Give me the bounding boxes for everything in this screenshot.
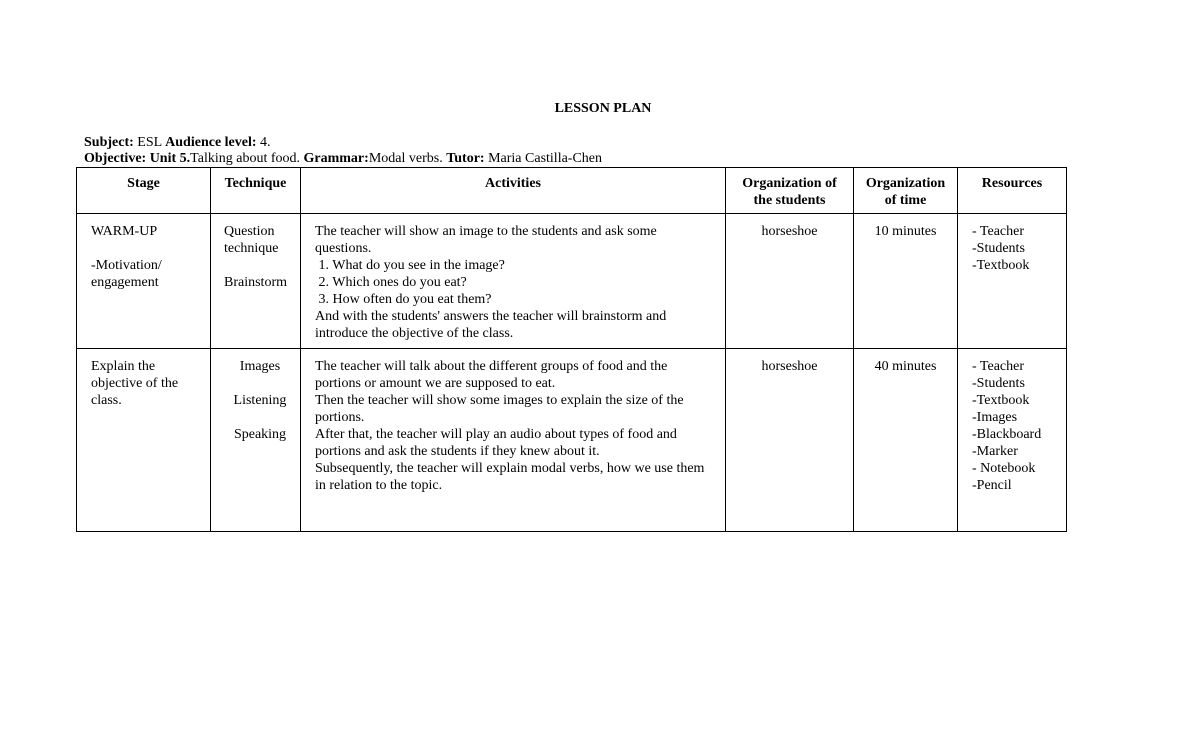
- stage-cell: [77, 349, 211, 532]
- cell-line: objective of the: [91, 376, 179, 391]
- cell-line: portions.: [315, 410, 365, 425]
- cell-line: -Blackboard: [972, 427, 1042, 442]
- cell-line: WARM-UP: [91, 224, 158, 239]
- cell-line: 1. What do you see in the image?: [315, 258, 505, 273]
- subject-line: [84, 135, 271, 151]
- org-students-cell: [726, 349, 854, 532]
- table-row: [77, 349, 1067, 532]
- org-time-value: 40 minutes: [874, 359, 937, 374]
- document-title: LESSON PLAN: [554, 101, 652, 116]
- org-students-value: horseshoe: [761, 224, 818, 239]
- cell-line: portions or amount we are supposed to eat.: [315, 376, 556, 391]
- tutor-value: Maria Castilla-Chen: [484, 151, 603, 166]
- cell-line: introduce the objective of the class.: [315, 326, 514, 341]
- subject-label: Subject:: [84, 135, 134, 150]
- header-stage: [77, 168, 211, 214]
- cell-line: And with the students' answers the teacher will brainstorm and: [315, 309, 667, 324]
- cell-line: portions and ask the students if they knew about it.: [315, 444, 600, 459]
- grammar-value: Modal verbs.: [368, 151, 447, 166]
- org-students-cell: [726, 214, 854, 349]
- stage-lines: [77, 214, 210, 291]
- cell-line: Question: [224, 224, 275, 239]
- header-org-time-line2: of time: [884, 193, 927, 208]
- table-row: [77, 214, 1067, 349]
- objective-value: Talking about food.: [190, 151, 304, 166]
- cell-line: 3. How often do you eat them?: [315, 292, 492, 307]
- cell-line: Subsequently, the teacher will explain modal verbs, how we use them: [315, 461, 705, 476]
- cell-line: -Students: [972, 376, 1025, 391]
- cell-line: Speaking: [233, 427, 287, 442]
- cell-line: The teacher will talk about the different groups of food and the: [315, 359, 668, 374]
- header-resources-text: Resources: [981, 176, 1043, 191]
- table-header-row: [77, 168, 1067, 214]
- cell-line: -Motivation/: [91, 258, 162, 273]
- cell-line: technique: [224, 241, 279, 256]
- cell-line: -Pencil: [972, 478, 1012, 493]
- cell-line: [91, 240, 202, 257]
- header-activities-text: Activities: [485, 176, 541, 191]
- grammar-label: Grammar:: [303, 151, 369, 166]
- cell-line: - Teacher: [972, 224, 1025, 239]
- header-org-students-line1: Organization of: [742, 176, 837, 191]
- cell-line: questions.: [315, 241, 372, 256]
- objective-label: Objective: Unit 5.: [84, 151, 191, 166]
- header-org-time: [854, 168, 958, 214]
- cell-line: -Marker: [972, 444, 1018, 459]
- tutor-label: Tutor:: [446, 151, 485, 166]
- cell-line: - Notebook: [972, 461, 1036, 476]
- cell-line: Listening: [233, 393, 287, 408]
- org-time-cell: [854, 214, 958, 349]
- technique-cell: [211, 214, 301, 349]
- cell-line: Brainstorm: [224, 275, 287, 290]
- resources-lines: [958, 214, 1066, 274]
- audience-label: Audience level:: [165, 135, 257, 150]
- cell-line: -Textbook: [972, 258, 1030, 273]
- resources-lines: [958, 349, 1066, 494]
- objective-line: [84, 151, 602, 167]
- cell-line: in relation to the topic.: [315, 478, 443, 493]
- header-technique: [211, 168, 301, 214]
- header-org-students: [726, 168, 854, 214]
- org-time-value: 10 minutes: [874, 224, 937, 239]
- cell-line: -Images: [972, 410, 1018, 425]
- cell-line: [224, 375, 296, 392]
- header-org-students-line2: the students: [753, 193, 826, 208]
- header-technique-text: Technique: [224, 176, 287, 191]
- technique-cell: [211, 349, 301, 532]
- activities-cell: [301, 214, 726, 349]
- cell-line: - Teacher: [972, 359, 1025, 374]
- audience-value: 4.: [256, 135, 271, 150]
- cell-line: [224, 257, 292, 274]
- technique-lines: [211, 214, 300, 291]
- cell-line: Images: [239, 359, 281, 374]
- org-time-cell: [854, 349, 958, 532]
- header-activities: [301, 168, 726, 214]
- cell-line: 2. Which ones do you eat?: [315, 275, 467, 290]
- cell-line: After that, the teacher will play an audio about types of food and: [315, 427, 677, 442]
- resources-cell: [958, 349, 1067, 532]
- cell-line: engagement: [91, 275, 159, 290]
- subject-value: ESL: [133, 135, 166, 150]
- cell-line: Explain the: [91, 359, 156, 374]
- header-resources: [958, 168, 1067, 214]
- cell-line: -Students: [972, 241, 1025, 256]
- cell-line: class.: [91, 393, 122, 408]
- activities-cell: [301, 349, 726, 532]
- org-students-value: horseshoe: [761, 359, 818, 374]
- header-org-time-line1: Organization: [865, 176, 946, 191]
- header-stage-text: Stage: [127, 176, 160, 191]
- resources-cell: [958, 214, 1067, 349]
- lesson-plan-table: [76, 167, 1067, 532]
- cell-line: Then the teacher will show some images to explain the size of the: [315, 393, 684, 408]
- cell-line: -Textbook: [972, 393, 1030, 408]
- stage-lines: [77, 349, 210, 409]
- activities-lines: [301, 349, 725, 494]
- cell-line: [224, 409, 296, 426]
- activities-lines: [301, 214, 725, 342]
- stage-cell: [77, 214, 211, 349]
- cell-line: The teacher will show an image to the students and ask some: [315, 224, 657, 239]
- technique-lines: [211, 349, 300, 443]
